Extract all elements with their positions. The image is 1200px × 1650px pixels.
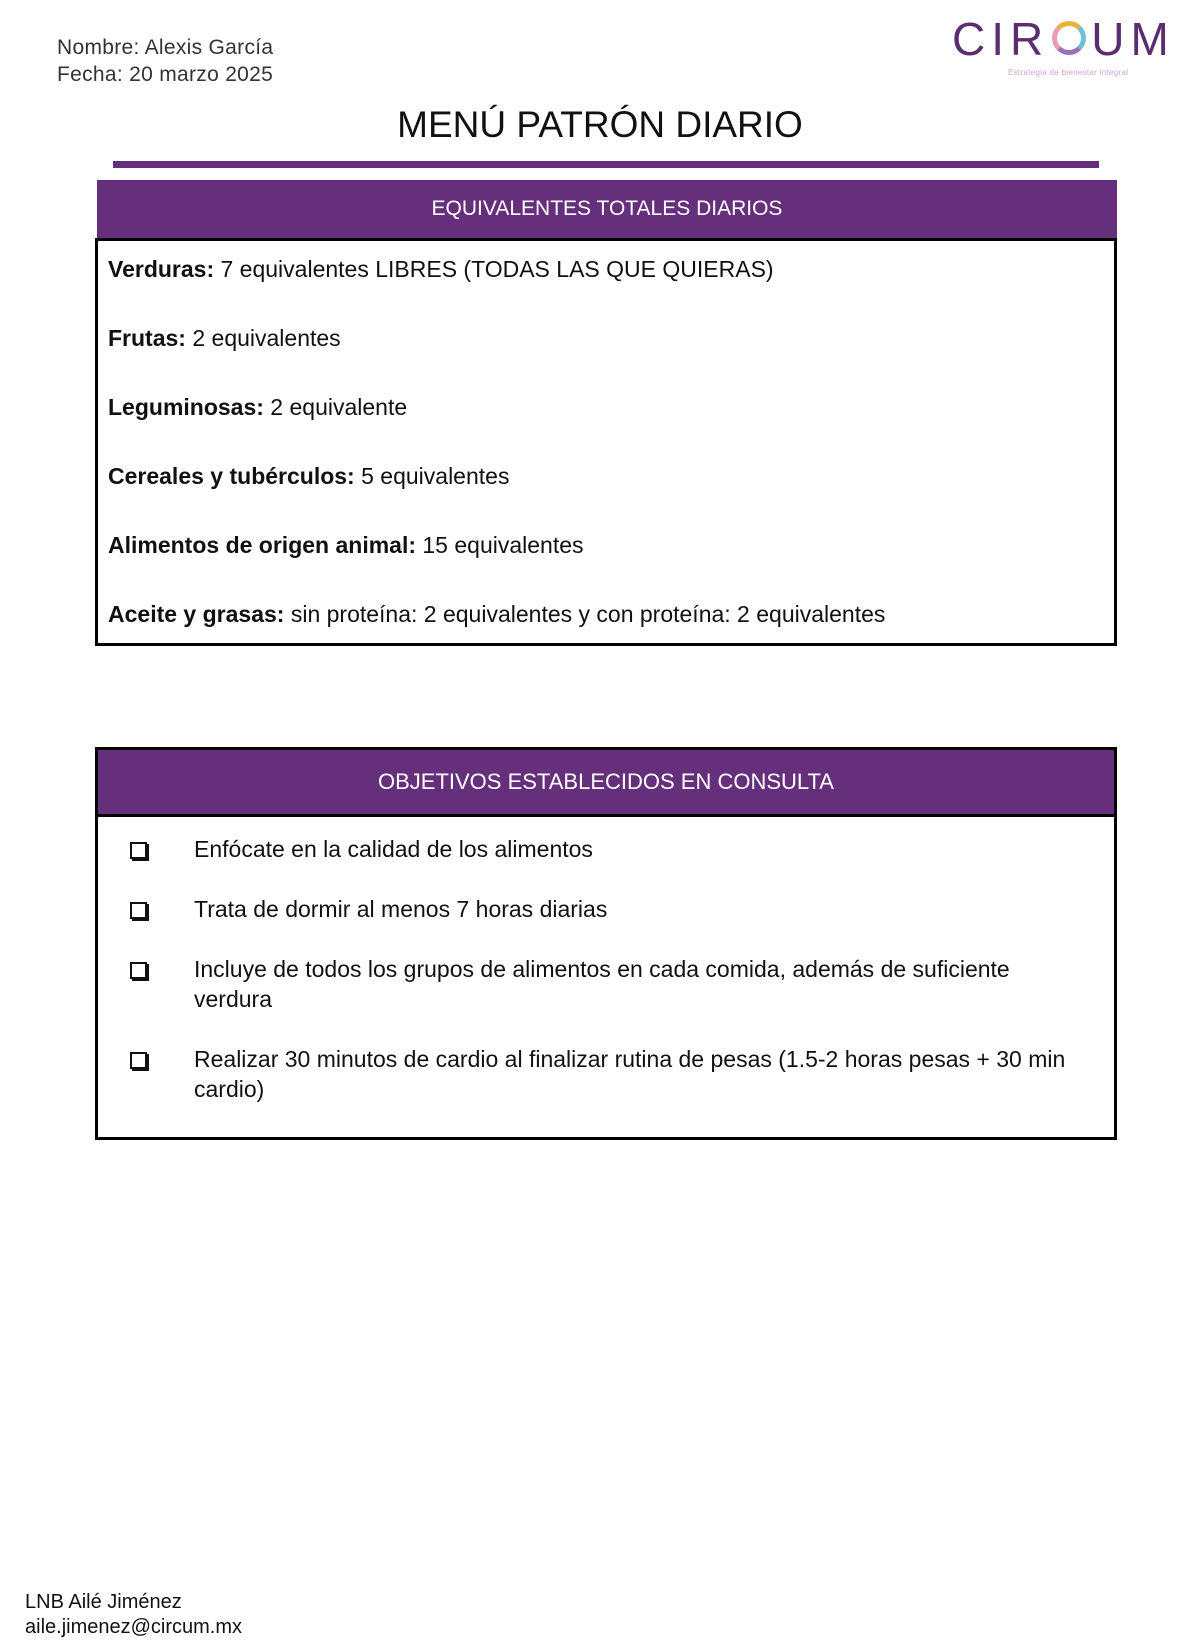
nutritionist-name: LNB Ailé Jiménez xyxy=(25,1591,182,1613)
objective-text: Incluye de todos los grupos de alimentos en cada comida, además de suficiente verdura xyxy=(194,956,1010,1012)
list-item xyxy=(98,834,1084,864)
equivalent-label: Cereales y tubérculos: xyxy=(108,463,355,489)
equivalent-label: Verduras: xyxy=(108,256,215,282)
objective-text: Enfócate en la calidad de los alimentos xyxy=(194,836,593,862)
nutritionist-email: aile.jimenez@circum.mx xyxy=(25,1616,243,1638)
list-item xyxy=(98,954,1084,1014)
list-item xyxy=(98,1044,1084,1104)
equivalent-value: 7 equivalentes LIBRES (TODAS LAS QUE QUIERAS) xyxy=(214,256,774,282)
checkbox-icon xyxy=(130,842,147,859)
objectives-list xyxy=(98,817,1114,1104)
logo-text-left: CIR xyxy=(952,13,1050,65)
checkbox-icon xyxy=(130,1052,147,1069)
equivalent-row-leguminosas xyxy=(108,393,1114,462)
objectives-table xyxy=(95,747,1117,1140)
circum-logo xyxy=(952,14,1180,84)
equivalents-header: EQUIVALENTES TOTALES DIARIOS xyxy=(97,180,1117,238)
logo-tagline: Estrategia de bienestar integral xyxy=(1008,68,1129,77)
checkbox-icon xyxy=(130,902,147,919)
logo-text-right: UM xyxy=(1091,13,1175,65)
list-item xyxy=(98,894,1084,924)
equivalent-label: Leguminosas: xyxy=(108,394,264,420)
equivalent-label: Alimentos de origen animal: xyxy=(108,532,416,558)
logo-wordmark xyxy=(952,14,1180,64)
patient-info xyxy=(57,34,273,88)
page-title: MENÚ PATRÓN DIARIO xyxy=(397,104,803,145)
objective-text: Realizar 30 minutos de cardio al finalizar rutina de pesas (1.5-2 horas pesas + 30 min cardio) xyxy=(194,1046,1066,1102)
equivalent-value: sin proteína: 2 equivalentes y con proteína: 2 equivalentes xyxy=(284,601,886,627)
objectives-header: OBJETIVOS ESTABLECIDOS EN CONSULTA xyxy=(98,750,1114,817)
patient-name: Nombre: Alexis García xyxy=(57,36,274,59)
checkbox-icon xyxy=(130,962,147,979)
nutritionist-signature xyxy=(25,1590,242,1640)
title-divider xyxy=(113,161,1099,168)
equivalent-value: 15 equivalentes xyxy=(416,532,584,558)
equivalent-row-origen-animal xyxy=(108,531,1114,600)
equivalent-value: 2 equivalentes xyxy=(185,325,341,351)
equivalent-label: Aceite y grasas: xyxy=(108,601,285,627)
equivalent-row-cereales xyxy=(108,462,1114,531)
equivalent-value: 2 equivalente xyxy=(263,394,408,420)
equivalent-label: Frutas: xyxy=(108,325,186,351)
equivalent-row-verduras xyxy=(108,255,1114,324)
equivalents-table xyxy=(95,238,1117,646)
objective-text: Trata de dormir al menos 7 horas diarias xyxy=(194,896,608,922)
logo-ring-icon xyxy=(1052,21,1086,55)
consult-date: Fecha: 20 marzo 2025 xyxy=(57,63,274,86)
equivalent-value: 5 equivalentes xyxy=(354,463,510,489)
equivalent-row-aceites xyxy=(108,600,1114,669)
equivalent-row-frutas xyxy=(108,324,1114,393)
